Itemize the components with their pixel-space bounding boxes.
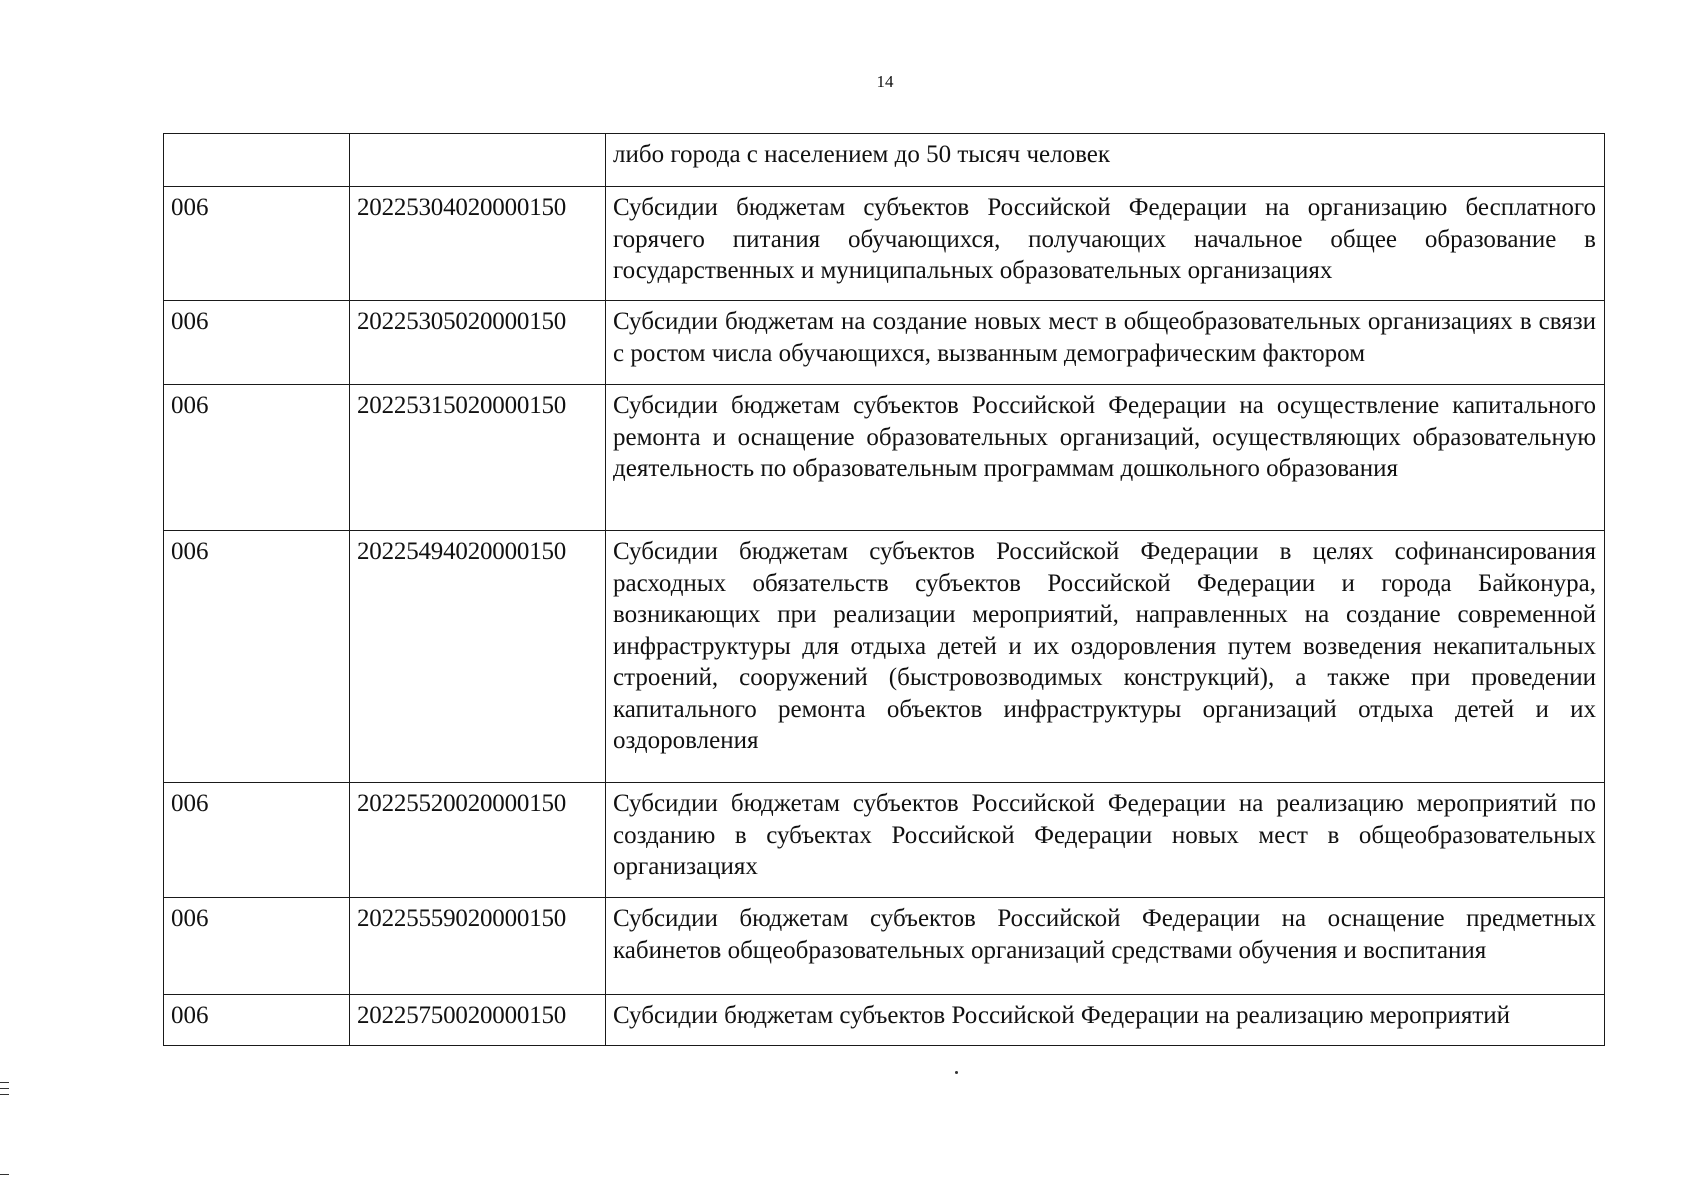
description-cell: Субсидии бюджетам субъектов Российской Федерации на осуществление капитального ремонта и оснащение образовательных организаций, осуществляющих образовательную деятельность по образовательным программам дошкольного образования <box>606 385 1605 531</box>
budget-codes-table <box>163 133 1605 1046</box>
description-cell: Субсидии бюджетам субъектов Российской Федерации на оснащение предметных кабинетов общеобразовательных организаций средствами обучения и воспитания <box>606 898 1605 995</box>
scan-speck <box>955 1071 958 1074</box>
table-row <box>164 898 1605 995</box>
description-cell: Субсидии бюджетам субъектов Российской Федерации на организацию бесплатного горячего питания обучающихся, получающих начальное общее образование в государственных и муниципальных образовательных организациях <box>606 187 1605 301</box>
description-cell: Субсидии бюджетам на создание новых мест в общеобразовательных организациях в связи с ростом числа обучающихся, вызванным демографическим фактором <box>606 301 1605 385</box>
admin-code-cell: 006 <box>164 995 350 1046</box>
budget-code-cell: 20225305020000150 <box>350 301 606 385</box>
table-row <box>164 187 1605 301</box>
budget-code-cell: 20225520020000150 <box>350 783 606 898</box>
description-cell: Субсидии бюджетам субъектов Российской Федерации на реализацию мероприятий <box>606 995 1605 1046</box>
table-row <box>164 385 1605 531</box>
scan-margin-mark <box>0 1088 9 1089</box>
description-cell: Субсидии бюджетам субъектов Российской Федерации на реализацию мероприятий по созданию в субъектах Российской Федерации новых мест в общеобразовательных организациях <box>606 783 1605 898</box>
admin-code-cell: 006 <box>164 783 350 898</box>
page-number: 14 <box>876 72 894 91</box>
budget-code-cell: 20225494020000150 <box>350 531 606 783</box>
description-cell: либо города с населением до 50 тысяч человек <box>606 134 1605 187</box>
admin-code-cell: 006 <box>164 301 350 385</box>
scan-margin-mark <box>0 1094 9 1095</box>
admin-code-cell: 006 <box>164 385 350 531</box>
description-cell: Субсидии бюджетам субъектов Российской Федерации в целях софинансирования расходных обязательств субъектов Российской Федерации и города Байконура, возникающих при реализации мероприятий, направленных на создание современной инфраструктуры для отдыха детей и их оздоровления путем возведения некапитальных строений, сооружений (быстровозводимых конструкций), а также при проведении капитального ремонта объектов инфраструктуры организаций отдыха детей и их оздоровления <box>606 531 1605 783</box>
scan-margin-mark <box>0 1174 9 1175</box>
budget-code-cell: 20225304020000150 <box>350 187 606 301</box>
table-row <box>164 995 1605 1046</box>
scan-margin-mark <box>0 1082 9 1083</box>
admin-code-cell: 006 <box>164 531 350 783</box>
table-row <box>164 531 1605 783</box>
budget-code-cell: 20225559020000150 <box>350 898 606 995</box>
table-row <box>164 783 1605 898</box>
admin-code-cell <box>164 134 350 187</box>
budget-code-cell: 20225750020000150 <box>350 995 606 1046</box>
admin-code-cell: 006 <box>164 187 350 301</box>
table-row <box>164 134 1605 187</box>
admin-code-cell: 006 <box>164 898 350 995</box>
budget-code-cell <box>350 134 606 187</box>
table-row <box>164 301 1605 385</box>
budget-code-cell: 20225315020000150 <box>350 385 606 531</box>
